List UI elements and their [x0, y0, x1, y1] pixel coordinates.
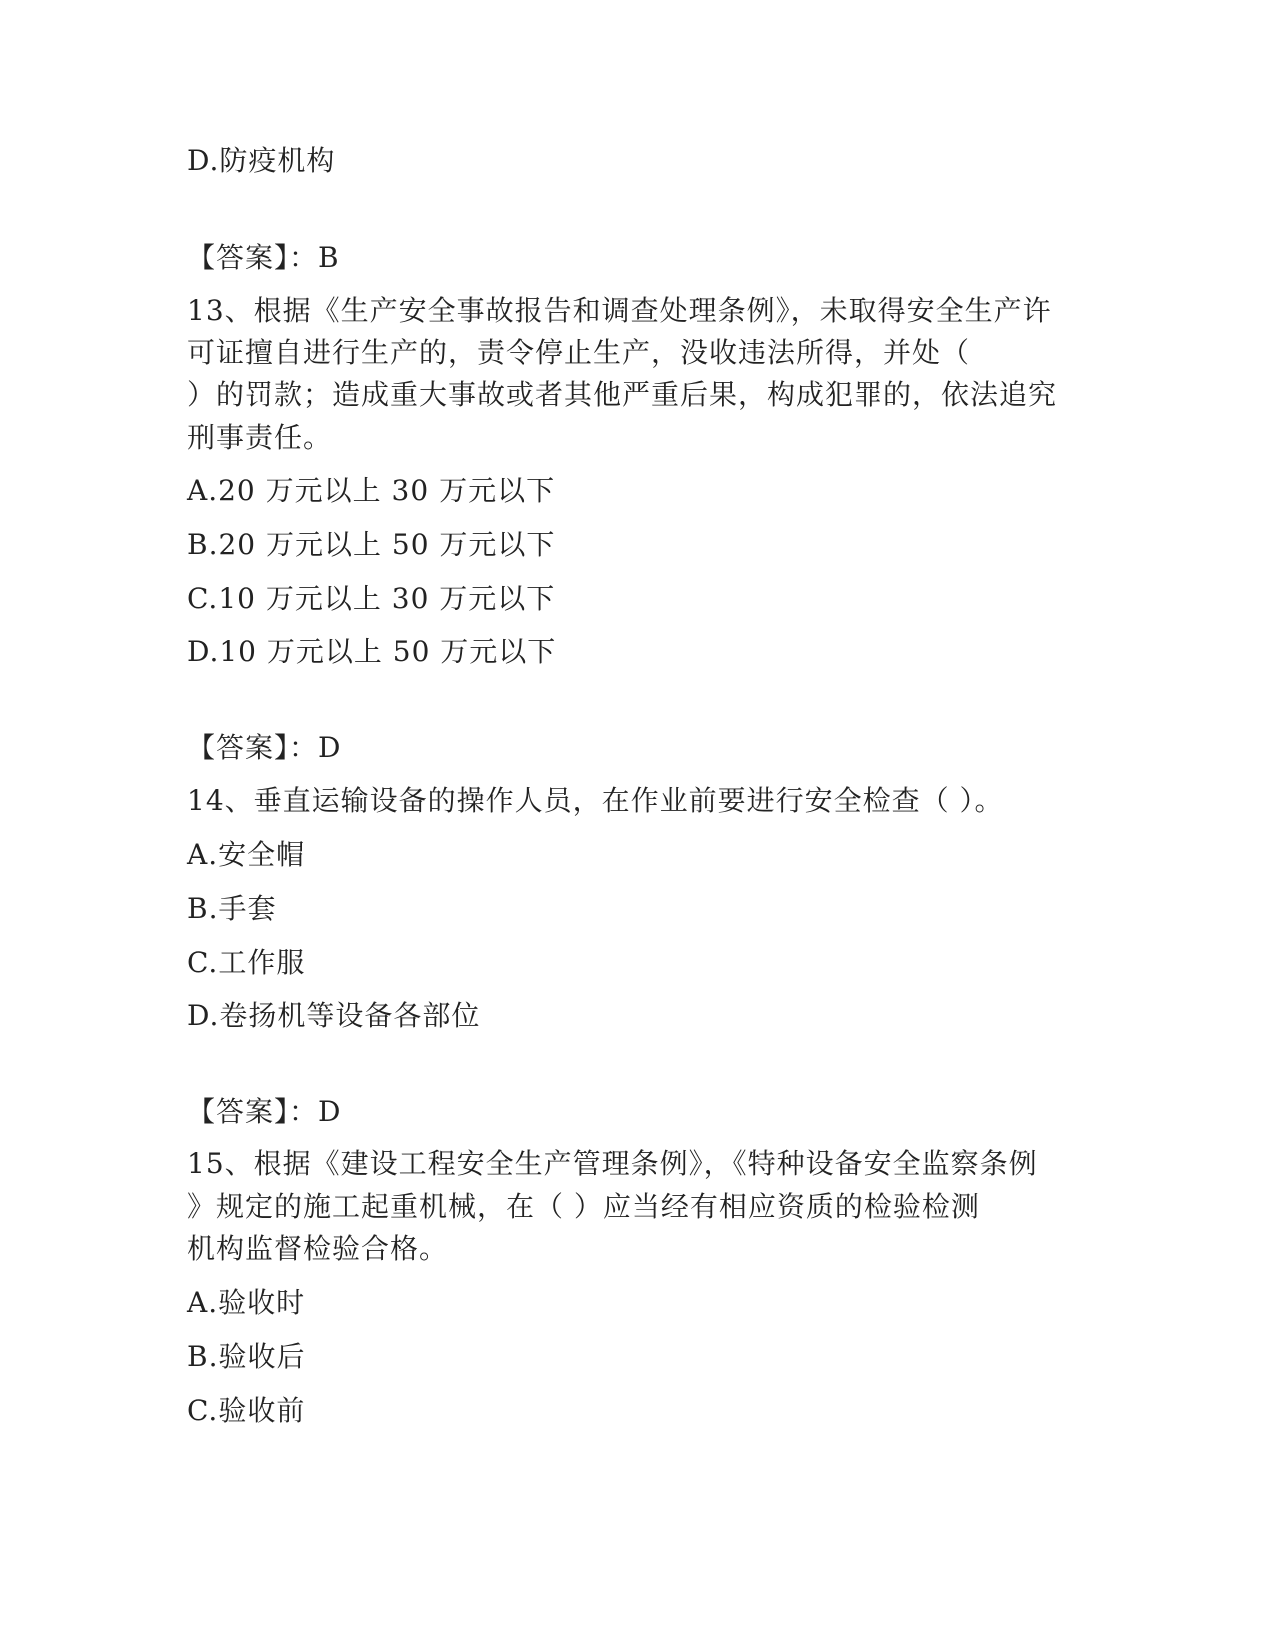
q13-answer: 【答案】：D — [187, 731, 342, 764]
q13-option-b: B.20 万元以上 50 万元以下 — [187, 528, 556, 561]
q15-stem-line-1: 15、根据《建设工程安全生产管理条例》，《特种设备安全监察条例 — [187, 1147, 1038, 1180]
q13-stem-line-2: 可证擅自进行生产的，责令停止生产，没收违法所得，并处（ — [187, 336, 971, 369]
q15-option-b: B.验收后 — [187, 1340, 306, 1373]
q13-stem-line-3: ）的罚款；造成重大事故或者其他严重后果，构成犯罪的，依法追究 — [187, 378, 1058, 411]
q14-stem: 14、垂直运输设备的操作人员，在作业前要进行安全检查（ ）。 — [187, 784, 1004, 817]
q13-option-d: D.10 万元以上 50 万元以下 — [187, 635, 557, 668]
q14-option-a: A.安全帽 — [187, 838, 306, 871]
q14-option-b: B.手套 — [187, 892, 277, 925]
q15-stem-line-2: 》规定的施工起重机械，在（ ）应当经有相应资质的检验检测 — [187, 1190, 980, 1223]
q14-option-d: D.卷扬机等设备各部位 — [187, 999, 481, 1032]
q13-stem-line-1: 13、根据《生产安全事故报告和调查处理条例》，未取得安全生产许 — [187, 294, 1052, 327]
q13-stem-line-4: 刑事责任。 — [187, 421, 333, 454]
q15-option-c: C.验收前 — [187, 1394, 306, 1427]
q14-option-c: C.工作服 — [187, 946, 306, 979]
q15-option-a: A.验收时 — [187, 1286, 306, 1319]
q12-option-d: D.防疫机构 — [187, 144, 336, 177]
q13-option-a: A.20 万元以上 30 万元以下 — [187, 474, 556, 507]
q13-option-c: C.10 万元以上 30 万元以下 — [187, 582, 556, 615]
q15-stem-line-3: 机构监督检验合格。 — [187, 1232, 449, 1265]
q12-answer: 【答案】：B — [187, 241, 340, 274]
q14-answer: 【答案】：D — [187, 1095, 342, 1128]
